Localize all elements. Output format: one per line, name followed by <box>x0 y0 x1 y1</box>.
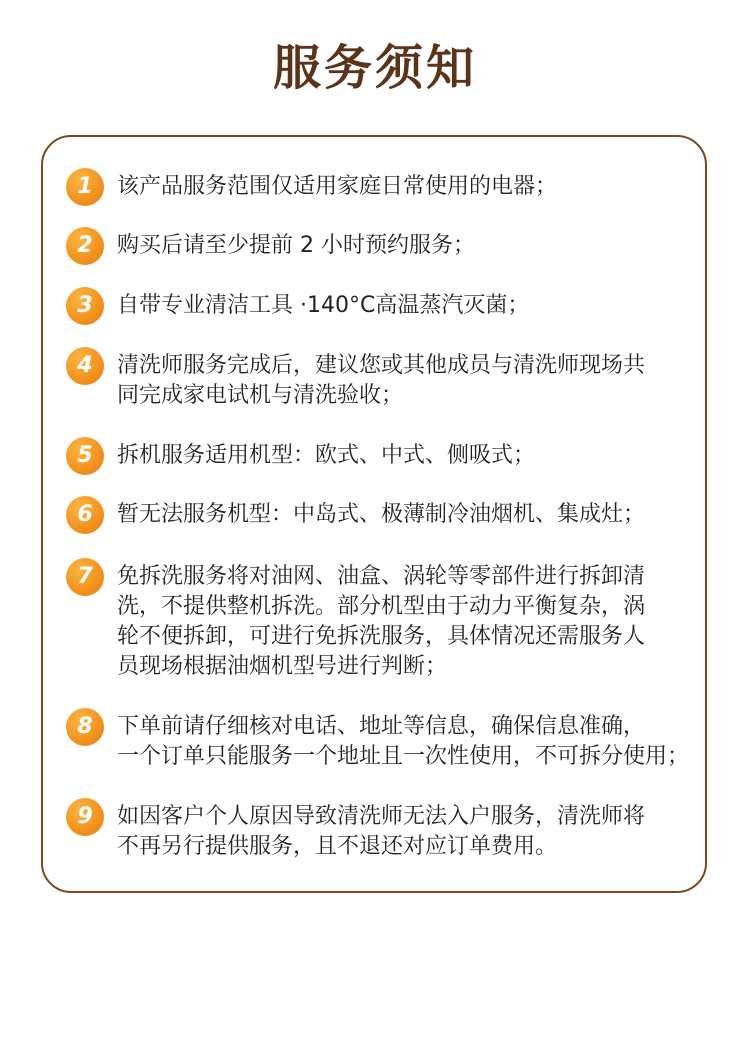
notice-text: 购买后请至少提前 2 小时预约服务； <box>117 233 475 258</box>
notice-text: 如因客户个人原因导致清洗师无法入户服务，清洗师将 不再另行提供服务，且不退还对应订单费用。 <box>117 804 646 859</box>
notice-text: 下单前请仔细核对电话、地址等信息，确保信息准确， 一个订单只能服务一个地址且一次性使用，不可拆分使用； <box>117 714 690 769</box>
notice-text: 自带专业清洁工具 ·140°C高温蒸汽灭菌； <box>117 293 530 318</box>
number-badge: 6 <box>66 496 104 534</box>
number-badge: 3 <box>66 287 104 325</box>
number-badge: 1 <box>66 168 104 206</box>
number-badge: 9 <box>66 798 104 836</box>
notice-text: 免拆洗服务将对油网、油盒、涡轮等零部件进行拆卸清 洗，不提供整机拆洗。部分机型由于动力平衡复杂，涡 轮不便拆卸，可进行免拆洗服务，具体情况还需服务人 员现场根据油烟机型号进行判断； <box>117 564 646 679</box>
number-badge: 2 <box>66 227 104 265</box>
number-badge: 5 <box>66 437 104 475</box>
page-title: 服务须知 <box>272 40 477 96</box>
notice-text: 该产品服务范围仅适用家庭日常使用的电器； <box>117 174 558 199</box>
notice-text: 清洗师服务完成后，建议您或其他成员与清洗师现场共 同完成家电试机与清洗验收； <box>117 353 646 408</box>
notice-text: 拆机服务适用机型：欧式、中式、侧吸式； <box>117 443 536 468</box>
number-badge: 7 <box>66 558 104 596</box>
number-badge: 8 <box>66 708 104 746</box>
notice-text: 暂无法服务机型：中岛式、极薄制冷油烟机、集成灶； <box>117 502 646 527</box>
number-badge: 4 <box>66 347 104 385</box>
